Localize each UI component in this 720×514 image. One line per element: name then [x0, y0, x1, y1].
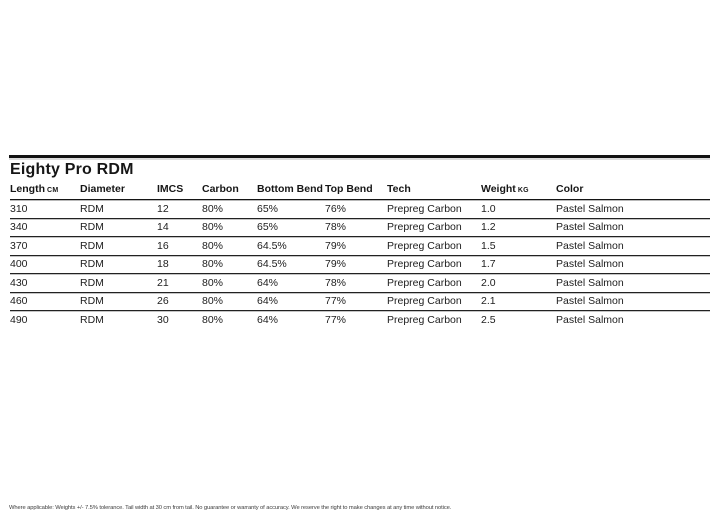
- table-cell: 80%: [202, 256, 257, 275]
- table-row: [10, 311, 710, 329]
- table-cell: 64.5%: [257, 237, 325, 256]
- table-cell: RDM: [80, 293, 157, 312]
- table-cell: RDM: [80, 219, 157, 238]
- table-cell: 76%: [325, 200, 387, 219]
- table-cell: 64%: [257, 313, 279, 326]
- table-cell: RDM: [80, 256, 157, 275]
- column-header-length: [10, 183, 80, 200]
- table-cell: 490: [10, 313, 28, 326]
- table-cell: Prepreg Carbon: [387, 274, 481, 293]
- column-header-label: Color: [556, 183, 584, 195]
- table-cell: 80%: [202, 237, 257, 256]
- table-cell: 340: [10, 219, 80, 238]
- table-cell: 64%: [257, 274, 325, 293]
- table-cell: 65%: [257, 200, 325, 219]
- table-cell: 80%: [202, 219, 257, 238]
- table-cell: 79%: [325, 237, 387, 256]
- table-cell: 460: [10, 293, 80, 312]
- table-cell: 16: [157, 237, 202, 256]
- table-cell: 80%: [202, 200, 257, 219]
- table-cell: 18: [157, 256, 202, 275]
- table-cell: 1.5: [481, 237, 556, 256]
- table-row: [10, 200, 710, 219]
- column-header-color: [556, 183, 710, 200]
- column-header-diameter: [80, 183, 157, 200]
- column-header-label: IMCS: [157, 183, 184, 195]
- column-header-label: Weight: [481, 183, 516, 195]
- table-cell: 30: [157, 313, 169, 326]
- table-cell: 65%: [257, 219, 325, 238]
- column-header-label: Carbon: [202, 183, 239, 195]
- table-cell: 80%: [202, 293, 257, 312]
- table-cell: 80%: [202, 274, 257, 293]
- table-cell: 78%: [325, 274, 387, 293]
- table-cell: 2.5: [481, 313, 496, 326]
- table-cell: 80%: [202, 313, 224, 326]
- table-cell: Pastel Salmon: [556, 274, 710, 293]
- column-header-label: Tech: [387, 183, 411, 195]
- table-cell: Pastel Salmon: [556, 256, 710, 275]
- table-cell: Pastel Salmon: [556, 237, 710, 256]
- table-cell: Prepreg Carbon: [387, 313, 462, 326]
- table-cell: 12: [157, 200, 202, 219]
- table-cell: Pastel Salmon: [556, 313, 624, 326]
- table-cell: Prepreg Carbon: [387, 237, 481, 256]
- table-row: [10, 256, 710, 275]
- table-cell: RDM: [80, 274, 157, 293]
- column-header-carbon: [202, 183, 257, 200]
- table-row: [10, 293, 710, 312]
- table-body: [10, 200, 710, 329]
- table-cell: Prepreg Carbon: [387, 219, 481, 238]
- column-header-top-bend: [325, 183, 387, 200]
- table-cell: 77%: [325, 293, 387, 312]
- table-cell: 1.2: [481, 219, 556, 238]
- column-header-tech: [387, 183, 481, 200]
- table-cell: Prepreg Carbon: [387, 200, 481, 219]
- table-cell: Pastel Salmon: [556, 293, 710, 312]
- table-cell: 400: [10, 256, 80, 275]
- table-row: [10, 237, 710, 256]
- table-cell: 64%: [257, 293, 325, 312]
- table-cell: RDM: [80, 200, 157, 219]
- page-title: Eighty Pro RDM: [10, 161, 134, 178]
- table-header-row: [10, 183, 710, 200]
- top-rule: [9, 155, 710, 158]
- column-header-imcs: [157, 183, 202, 200]
- table-cell: 21: [157, 274, 202, 293]
- column-header-label: Bottom Bend: [257, 183, 323, 195]
- table-cell: 370: [10, 237, 80, 256]
- column-header-label: Length: [10, 183, 45, 195]
- table-cell: Prepreg Carbon: [387, 256, 481, 275]
- column-header-bottom-bend: [257, 183, 325, 200]
- table-cell: RDM: [80, 313, 104, 326]
- table-cell: Pastel Salmon: [556, 219, 710, 238]
- table-cell: 78%: [325, 219, 387, 238]
- column-header-label: Diameter: [80, 183, 125, 195]
- table-cell: 77%: [325, 313, 347, 326]
- spec-table: [10, 183, 710, 329]
- column-header-weight: [481, 183, 556, 200]
- column-header-unit: KG: [517, 187, 529, 194]
- table-cell: 79%: [325, 256, 387, 275]
- table-cell: 1.7: [481, 256, 556, 275]
- table-cell: 64.5%: [257, 256, 325, 275]
- column-header-unit: CM: [47, 187, 59, 194]
- table-cell: Prepreg Carbon: [387, 293, 481, 312]
- table-cell: 26: [157, 293, 202, 312]
- footnote: Where applicable: Weights +/- 7.5% tolerance. Tail width at 30 cm from tail. No guarantee or warranty of accuracy. We reserve the right to make changes at any time without notice.: [9, 505, 452, 511]
- table-cell: 310: [10, 200, 80, 219]
- table-cell: 14: [157, 219, 202, 238]
- column-header-label: Top Bend: [325, 183, 373, 195]
- table-row: [10, 274, 710, 293]
- table-row: [10, 219, 710, 238]
- table-cell: 430: [10, 274, 80, 293]
- table-cell: RDM: [80, 237, 157, 256]
- table-cell: 2.0: [481, 274, 556, 293]
- table-cell: 2.1: [481, 293, 556, 312]
- table-cell: 1.0: [481, 200, 556, 219]
- table-cell: Pastel Salmon: [556, 200, 710, 219]
